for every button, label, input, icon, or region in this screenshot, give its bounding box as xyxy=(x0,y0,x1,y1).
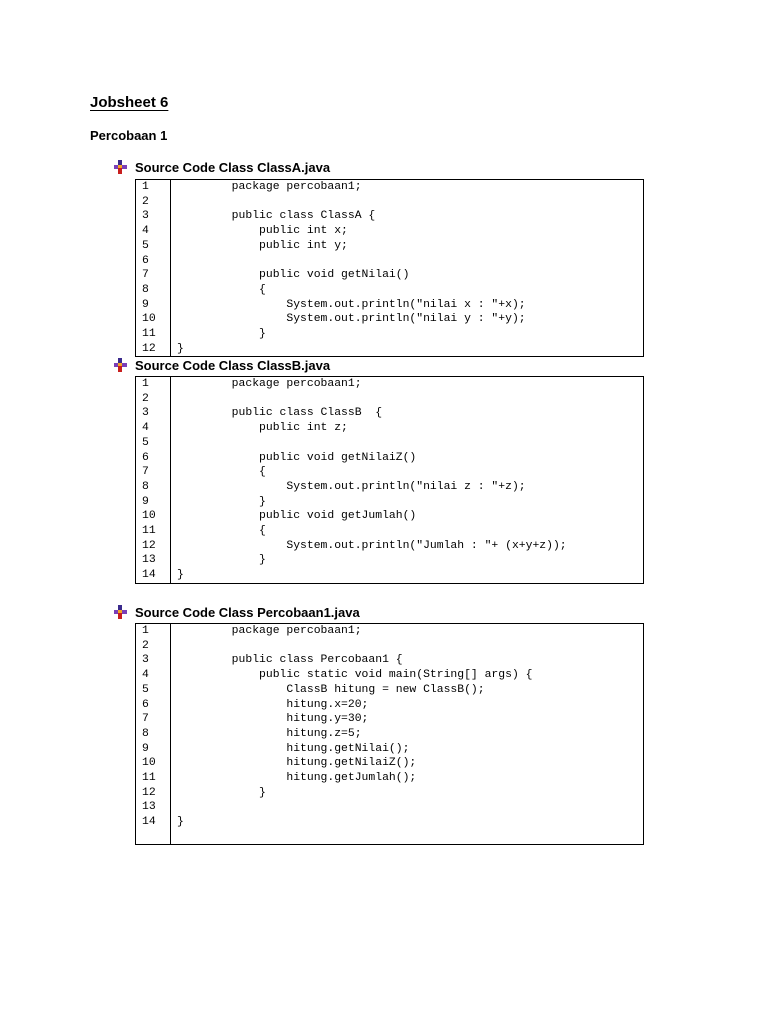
code-text: public int z; xyxy=(177,422,348,435)
line-number: 11 xyxy=(136,524,171,539)
code-text: hitung.getNilaiZ(); xyxy=(177,757,417,770)
code-line xyxy=(136,312,643,327)
code-line xyxy=(136,327,643,342)
code-line xyxy=(136,786,643,801)
code-line xyxy=(136,268,643,283)
line-number: 1 xyxy=(136,377,171,392)
code-text: } xyxy=(177,816,184,829)
section-heading-classa xyxy=(112,159,330,175)
code-text: } xyxy=(177,554,266,567)
code-line xyxy=(136,668,643,683)
code-text xyxy=(171,639,644,654)
line-number: 4 xyxy=(136,224,171,239)
line-number: 2 xyxy=(136,392,171,407)
code-line xyxy=(136,480,643,495)
code-line xyxy=(136,639,643,654)
line-number: 5 xyxy=(136,239,171,254)
line-number: 12 xyxy=(136,342,171,357)
line-number: 3 xyxy=(136,653,171,668)
code-line xyxy=(136,451,643,466)
code-text: { xyxy=(177,466,266,479)
code-text: } xyxy=(177,786,266,799)
line-number: 9 xyxy=(136,298,171,313)
code-filler-row xyxy=(136,830,643,844)
code-text: public class ClassA { xyxy=(177,210,376,223)
code-text: } xyxy=(177,328,266,341)
code-text: package percobaan1; xyxy=(177,181,362,193)
line-number: 12 xyxy=(136,539,171,554)
code-block-classb xyxy=(135,376,644,584)
code-text: } xyxy=(177,342,184,355)
line-number: 13 xyxy=(136,800,171,815)
code-line xyxy=(136,683,643,698)
line-number: 3 xyxy=(136,209,171,224)
code-line xyxy=(136,377,643,392)
code-line xyxy=(136,568,643,583)
code-text: { xyxy=(177,283,266,296)
code-text xyxy=(171,392,644,407)
code-line xyxy=(136,436,643,451)
line-number: 9 xyxy=(136,742,171,757)
code-text: ClassB hitung = new ClassB(); xyxy=(177,683,485,696)
code-line xyxy=(136,653,643,668)
code-line xyxy=(136,342,643,357)
code-text: System.out.println("nilai y : "+y); xyxy=(177,313,526,326)
code-text: hitung.x=20; xyxy=(177,698,369,711)
code-line xyxy=(136,495,643,510)
code-line xyxy=(136,742,643,757)
line-number: 1 xyxy=(136,624,171,639)
code-text: package percobaan1; xyxy=(177,625,362,637)
line-number: 10 xyxy=(136,312,171,327)
code-line xyxy=(136,509,643,524)
line-number: 8 xyxy=(136,283,171,298)
line-number: 6 xyxy=(136,254,171,269)
line-number: 14 xyxy=(136,568,171,583)
code-line xyxy=(136,553,643,568)
line-number: 12 xyxy=(136,786,171,801)
line-number: 10 xyxy=(136,756,171,771)
line-number: 8 xyxy=(136,480,171,495)
line-number: 4 xyxy=(136,421,171,436)
line-number: 4 xyxy=(136,668,171,683)
section-label: Source Code Class ClassB.java xyxy=(135,357,331,373)
code-text: public class ClassB { xyxy=(177,407,383,420)
line-number: 11 xyxy=(136,327,171,342)
code-line xyxy=(136,698,643,713)
code-text xyxy=(171,254,644,269)
code-text: hitung.getJumlah(); xyxy=(177,772,417,785)
line-number-filler xyxy=(136,830,171,844)
code-line xyxy=(136,392,643,407)
line-number: 10 xyxy=(136,509,171,524)
section-subtitle: Percobaan 1 xyxy=(90,128,168,143)
line-number: 7 xyxy=(136,712,171,727)
section-heading-percobaan1 xyxy=(112,604,360,620)
code-line xyxy=(136,209,643,224)
bullet-icon xyxy=(112,159,128,175)
code-text: public int x; xyxy=(177,225,348,238)
bullet-icon xyxy=(112,604,128,620)
bullet-icon xyxy=(112,357,128,373)
code-line xyxy=(136,712,643,727)
line-number: 5 xyxy=(136,436,171,451)
code-line xyxy=(136,421,643,436)
line-number: 1 xyxy=(136,180,171,195)
code-line xyxy=(136,298,643,313)
code-text: public int y; xyxy=(177,239,348,252)
code-filler xyxy=(171,830,644,844)
code-text: public void getNilaiZ() xyxy=(177,451,417,464)
code-text: System.out.println("Jumlah : "+ (x+y+z)); xyxy=(177,539,567,552)
code-line xyxy=(136,254,643,269)
page-title: Jobsheet 6 xyxy=(90,94,169,111)
section-heading-classb xyxy=(112,357,330,373)
line-number: 2 xyxy=(136,639,171,654)
code-line xyxy=(136,771,643,786)
code-text: public void getNilai() xyxy=(177,269,410,282)
code-text: System.out.println("nilai z : "+z); xyxy=(177,480,526,493)
code-line xyxy=(136,800,643,815)
code-text: } xyxy=(177,569,184,582)
section-label: Source Code Class Percobaan1.java xyxy=(135,604,360,620)
code-text: } xyxy=(177,495,266,508)
code-block-classa xyxy=(135,179,644,357)
code-line xyxy=(136,224,643,239)
code-line xyxy=(136,406,643,421)
code-text: hitung.z=5; xyxy=(177,727,362,740)
code-line xyxy=(136,539,643,554)
line-number: 9 xyxy=(136,495,171,510)
code-text: hitung.y=30; xyxy=(177,713,369,726)
code-text xyxy=(171,800,644,815)
code-text xyxy=(171,195,644,210)
code-line xyxy=(136,195,643,210)
code-line xyxy=(136,524,643,539)
code-line xyxy=(136,756,643,771)
section-label: Source Code Class ClassA.java xyxy=(135,159,331,175)
code-text: package percobaan1; xyxy=(177,378,362,390)
line-number: 7 xyxy=(136,465,171,480)
code-text: System.out.println("nilai x : "+x); xyxy=(177,298,526,311)
line-number: 13 xyxy=(136,553,171,568)
code-text: public void getJumlah() xyxy=(177,510,417,523)
line-number: 6 xyxy=(136,698,171,713)
line-number: 3 xyxy=(136,406,171,421)
code-text: hitung.getNilai(); xyxy=(177,742,410,755)
line-number: 14 xyxy=(136,815,171,830)
code-line xyxy=(136,727,643,742)
line-number: 5 xyxy=(136,683,171,698)
code-line xyxy=(136,283,643,298)
code-text xyxy=(171,436,644,451)
code-text: public static void main(String[] args) { xyxy=(177,669,533,682)
line-number: 11 xyxy=(136,771,171,786)
code-line xyxy=(136,239,643,254)
code-line xyxy=(136,815,643,830)
line-number: 6 xyxy=(136,451,171,466)
code-block-percobaan1 xyxy=(135,623,644,845)
code-line xyxy=(136,180,643,195)
code-text: public class Percobaan1 { xyxy=(177,654,403,667)
code-text: { xyxy=(177,525,266,538)
line-number: 7 xyxy=(136,268,171,283)
line-number: 2 xyxy=(136,195,171,210)
code-line xyxy=(136,465,643,480)
code-line xyxy=(136,624,643,639)
line-number: 8 xyxy=(136,727,171,742)
